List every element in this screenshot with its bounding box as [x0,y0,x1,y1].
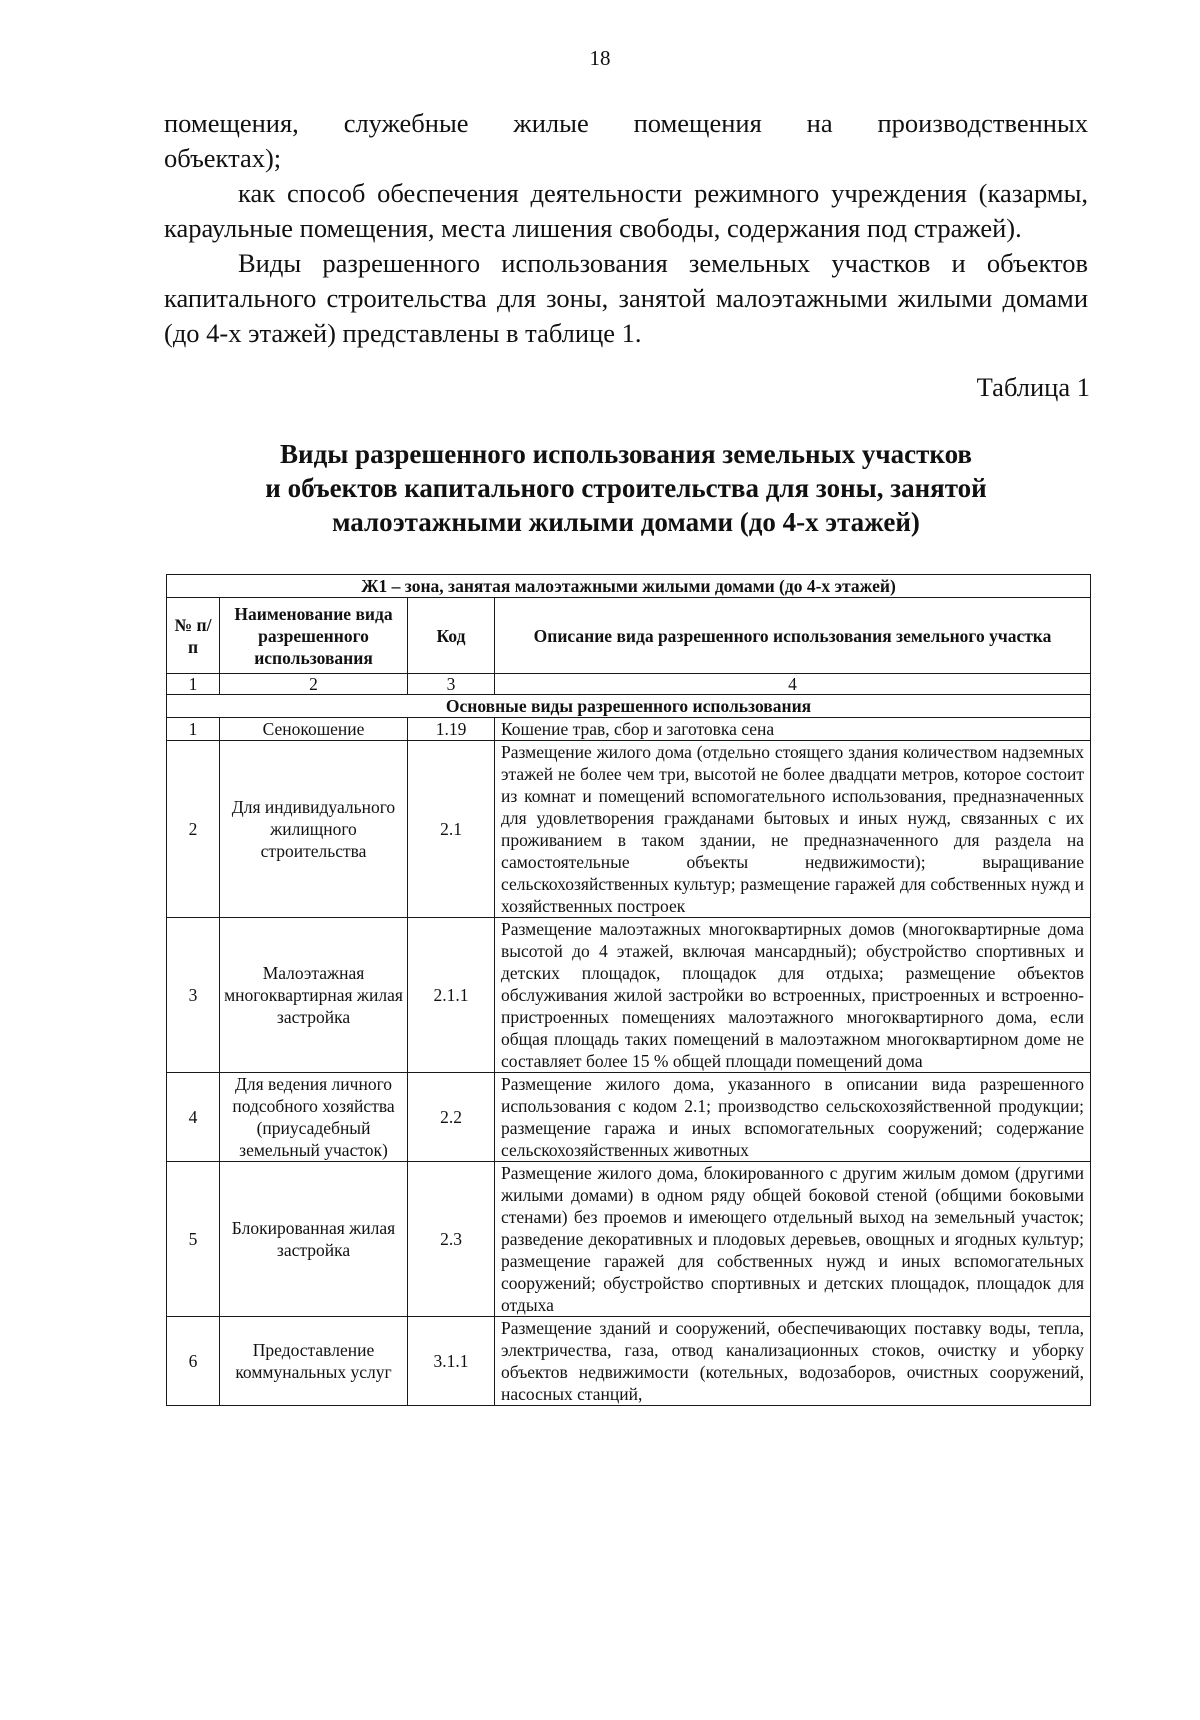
row-desc: Размещение зданий и сооружений, обеспечивающих поставку воды, тепла, электричества, газа, отвод канализационных стоков, очистку и уборку объектов недвижимости (котельных, водозаборов, очистных сооружений, насосных станций, [495,1317,1091,1406]
row-name: Для индивидуального жилищного строительства [220,741,408,918]
column-number: 2 [220,674,408,695]
table-caption: Таблица 1 [976,372,1090,402]
column-header-row [167,598,1091,674]
row-name: Блокированная жилая застройка [220,1162,408,1317]
row-code: 2.1 [408,741,495,918]
column-header-desc: Описание вида разрешенного использования земельного участка [495,598,1091,674]
intro-paragraph-1-line-2: объектах); [164,143,282,173]
table-row [167,718,1091,741]
row-desc: Кошение трав, сбор и заготовка сена [495,718,1091,741]
page-number: 18 [589,46,611,70]
row-desc: Размещение жилого дома, указанного в описании вида разрешенного использования с кодом 2.1; производство сельскохозяйственной продукции; размещение гаража и иных вспомогательных сооружений; содержание сельскохозяйственных животных [495,1073,1091,1162]
row-desc: Размещение жилого дома, блокированного с другим жилым домом (другими жилыми домами) в одном ряду общей боковой стеной (общими боковыми стенами) без проемов и имеющего отдельный выход на земельный участок; разведение декоративных и плодовых деревьев, овощных и ягодных культур; размещение гаражей для собственных нужд и иных вспомогательных сооружений; обустройство спортивных и детских площадок, площадок для отдыха [495,1162,1091,1317]
table-row [167,1073,1091,1162]
intro-paragraph-2: как способ обеспечения деятельности режимного учреждения (казармы, караульные помещения, места лишения свободы, содержания под стражей). [164,178,1088,243]
section-header: Основные виды разрешенного использования [167,695,1091,718]
row-num: 5 [167,1162,220,1317]
table-row [167,1162,1091,1317]
zone-header-row [167,575,1091,598]
row-code: 2.1.1 [408,918,495,1073]
row-code: 1.19 [408,718,495,741]
intro-paragraph-1-line-1: помещения, служебные жилые помещения на производственных [164,108,1088,138]
table-title-line: Виды разрешенного использования земельных участков [280,439,972,469]
land-use-table [166,574,1091,1406]
row-num: 2 [167,741,220,918]
table-row [167,918,1091,1073]
row-code: 2.3 [408,1162,495,1317]
row-code: 2.2 [408,1073,495,1162]
column-header-num: № п/п [167,598,220,674]
intro-paragraph-3: Виды разрешенного использования земельных участков и объектов капитального строительства для зоны, занятой малоэтажными жилыми домами (до 4-х этажей) представлены в таблице 1. [164,248,1088,348]
row-name: Сенокошение [220,718,408,741]
row-desc: Размещение жилого дома (отдельно стоящего здания количеством надземных этажей не более чем три, высотой не более двадцати метров, которое состоит из комнат и помещений вспомогательного использования, предназначенных для удовлетворения гражданами бытовых и иных нужд, связанных с их проживанием в таком здании, не предназначенного для раздела на самостоятельные объекты недвижимости); выращивание сельскохозяйственных культур; размещение гаражей для собственных нужд и хозяйственных построек [495,741,1091,918]
table-title [164,437,1088,539]
column-header-name: Наименование вида разрешенного использования [220,598,408,674]
column-numbers-row [167,674,1091,695]
column-number: 4 [495,674,1091,695]
column-number: 3 [408,674,495,695]
table-row [167,741,1091,918]
column-number: 1 [167,674,220,695]
row-name: Предоставление коммунальных услуг [220,1317,408,1406]
table-title-line: малоэтажными жилыми домами (до 4-х этажей) [332,507,920,537]
row-num: 3 [167,918,220,1073]
row-num: 1 [167,718,220,741]
section-row [167,695,1091,718]
row-name: Малоэтажная многоквартирная жилая застройка [220,918,408,1073]
table-title-line: и объектов капитального строительства для зоны, занятой [265,473,987,503]
zone-header: Ж1 – зона, занятая малоэтажными жилыми домами (до 4-х этажей) [167,575,1091,598]
row-desc: Размещение малоэтажных многоквартирных домов (многоквартирные дома высотой до 4 этажей, включая мансардный); обустройство спортивных и детских площадок, площадок для отдыха; размещение объектов обслуживания жилой застройки во встроенных, пристроенных и встроенно-пристроенных помещениях малоэтажного многоквартирного дома, если общая площадь таких помещений в малоэтажном многоквартирном доме не составляет более 15 % общей площади помещений дома [495,918,1091,1073]
row-code: 3.1.1 [408,1317,495,1406]
table-row [167,1317,1091,1406]
row-name: Для ведения личного подсобного хозяйства (приусадебный земельный участок) [220,1073,408,1162]
intro-text [164,106,1088,351]
column-header-code: Код [408,598,495,674]
row-num: 6 [167,1317,220,1406]
row-num: 4 [167,1073,220,1162]
